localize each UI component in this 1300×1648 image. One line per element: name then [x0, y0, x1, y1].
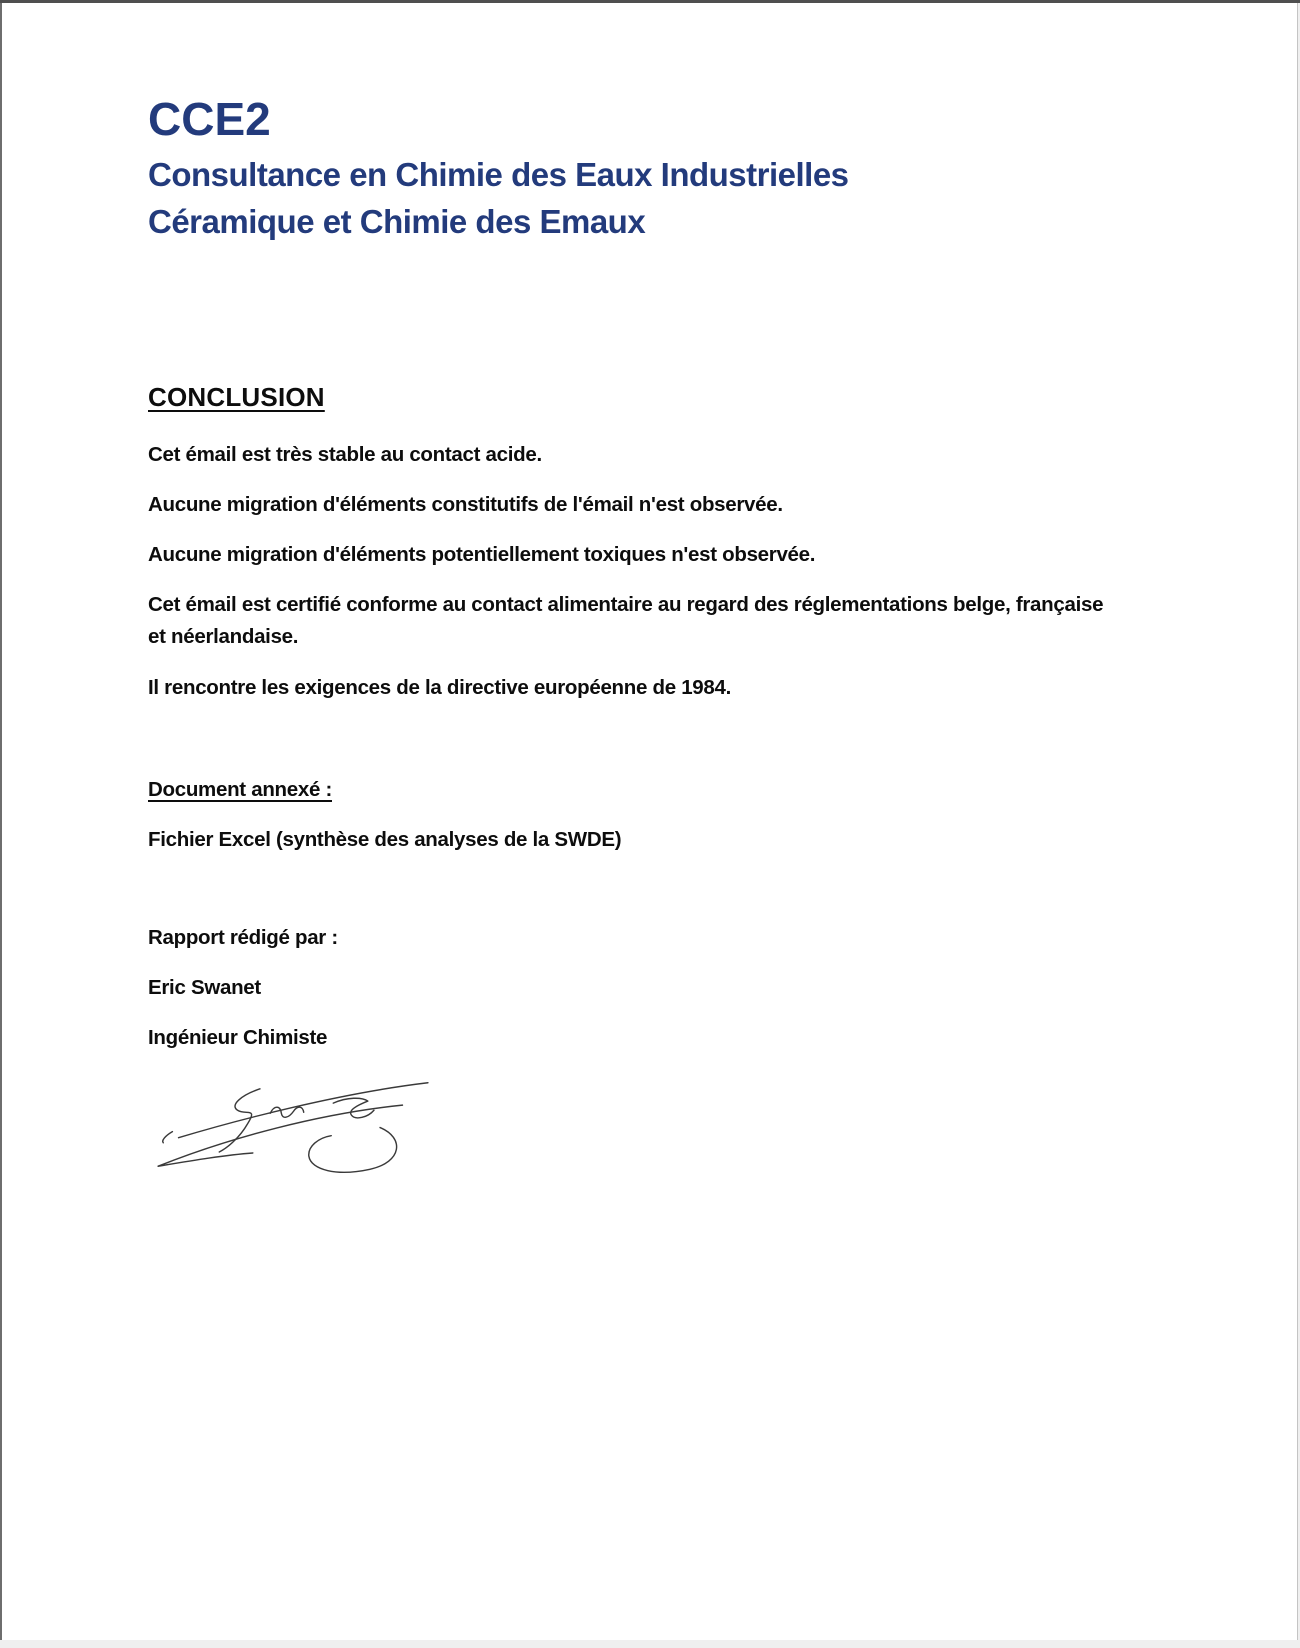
brand-subtitle-line2: Céramique et Chimie des Emaux: [148, 202, 646, 240]
conclusion-paragraph: Cet émail est certifié conforme au contact alimentaire au regard des réglementations belge, française et néerlandaise.: [148, 593, 1104, 649]
page-content: [2, 3, 1297, 1178]
conclusion-paragraph: Il rencontre les exigences de la directive européenne de 1984.: [148, 675, 732, 699]
conclusion-paragraph: Aucune migration d'éléments potentiellement toxiques n'est observée.: [148, 543, 816, 567]
conclusion-heading: CONCLUSION: [148, 381, 325, 412]
annex-heading: Document annexé :: [148, 777, 332, 801]
signature-strokes: [148, 1073, 433, 1178]
conclusion-paragraph: Cet émail est très stable au contact acide.: [148, 442, 542, 466]
brand-logo-text: CCE2: [148, 93, 271, 145]
brand-header: [148, 93, 1142, 246]
writer-name: Eric Swanet: [148, 976, 261, 1000]
annex-item: Fichier Excel (synthèse des analyses de la SWDE): [148, 827, 622, 851]
brand-subtitle-line1: Consultance en Chimie des Eaux Industrielles: [148, 156, 849, 193]
document-page: [0, 3, 1298, 1640]
brand-subtitle: [148, 152, 1142, 246]
writer-title: Ingénieur Chimiste: [148, 1026, 328, 1050]
writer-intro: Rapport rédigé par :: [148, 926, 338, 950]
conclusion-paragraph: Aucune migration d'éléments constitutifs de l'émail n'est observée.: [148, 492, 783, 516]
signature-image: [148, 1073, 433, 1178]
